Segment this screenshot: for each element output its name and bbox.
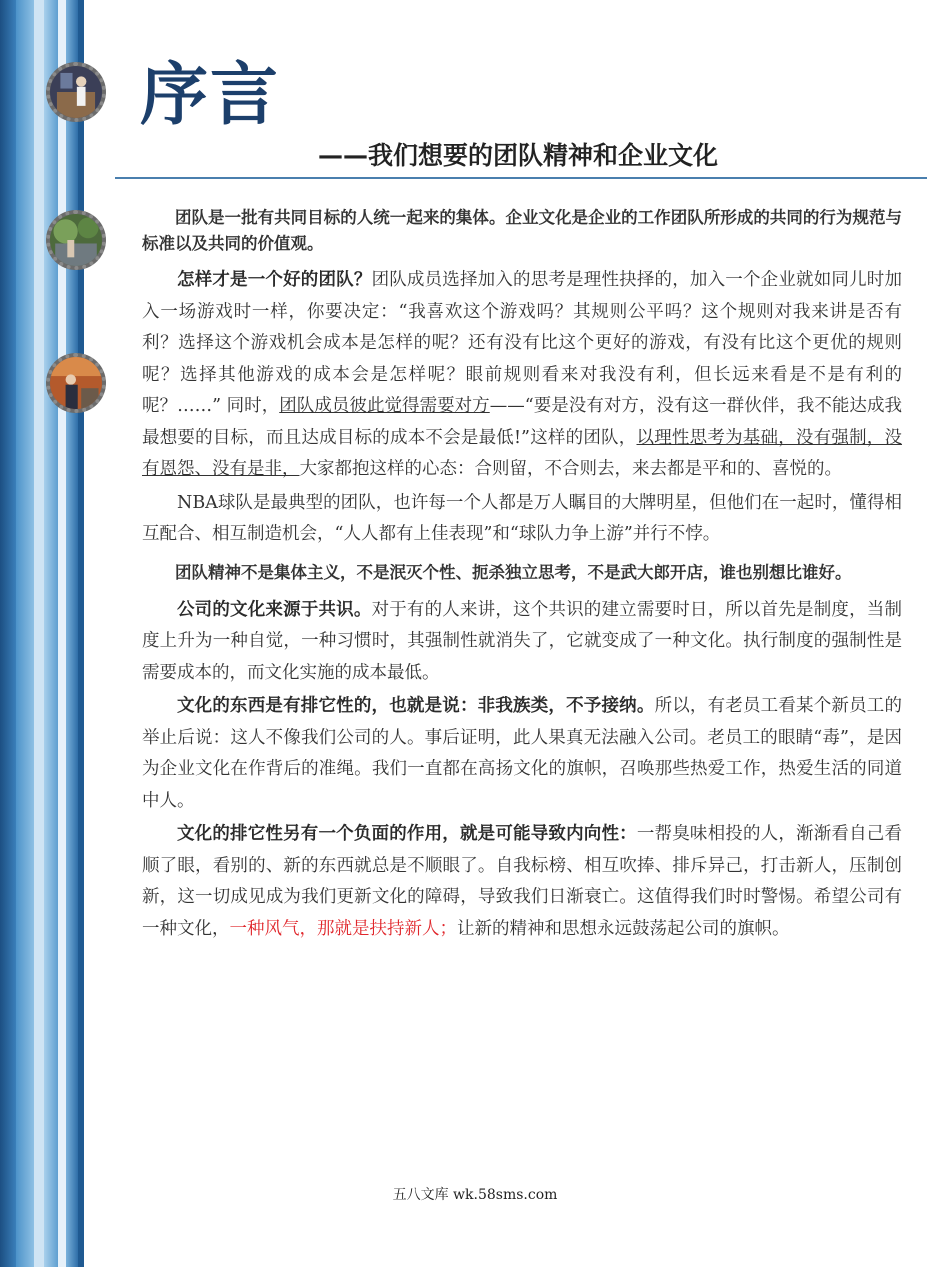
exclusive-text: 所以，有老员工看某个新员工的举止后说：这人不像我们公司的人。事后证明，此人果真无法融入公司。老员工的眼睛“毒”，是因为企业文化在作背后的准绳。我们一直都在高扬文化的旗帜，召唤那些热爱工作，热爱生活的同道中人。 bbox=[142, 696, 902, 811]
good-team-text-1: 团队成员选择加入的思考是理性抉择的，加入一个企业就如同儿时加入一场游戏时一样，你要决定：“我喜欢这个游戏吗？其规则公平吗？这个规则对我来讲是否有利？选择这个游戏机会成本是怎样的呢？还有没有比这个更好的游戏，有没有比这个更优的规则呢？选择其他游戏的成本会是怎样呢？眼前规则看来对我没有利，但长远来看是不是有利的呢？……” 同时， bbox=[142, 270, 902, 416]
page-subtitle: ——我们想要的团队精神和企业文化 bbox=[318, 141, 719, 170]
paragraph-culture-negative bbox=[142, 819, 902, 945]
exclusive-heading: 文化的东西是有排它性的，也就是说：非我族类，不予接纳。 bbox=[177, 696, 655, 716]
good-team-heading: 怎样才是一个好的团队？ bbox=[177, 270, 372, 290]
negative-highlight: 一种风气，那就是扶持新人； bbox=[229, 918, 457, 939]
paragraph-nba: NBA球队是最典型的团队，也许每一个人都是万人瞩目的大牌明星，但他们在一起时，懂得相互配合、相互制造机会，“人人都有上佳表现”和“球队力争上游”并行不悖。 bbox=[142, 492, 902, 544]
good-team-text-2: ——“要是没有对方，没有这一群伙伴，我不能达成我最想要的目标，而且达成目标的成本不会是最低!”这样的团队， bbox=[142, 396, 903, 448]
left-decorative-stripes bbox=[0, 0, 86, 1267]
page-title: 序言 bbox=[140, 55, 281, 135]
paragraph-good-team bbox=[142, 265, 902, 486]
article-body bbox=[142, 205, 902, 947]
paragraph-culture-consensus bbox=[142, 595, 902, 690]
negative-text-2: 让新的精神和思想永远鼓荡起公司的旗帜。 bbox=[457, 918, 790, 939]
good-team-underline-2: 以理性思考为基础，没有强制，没有恩怨、没有是非， bbox=[142, 427, 903, 479]
good-team-underline-1: 团队成员彼此觉得需要对方 bbox=[279, 396, 490, 416]
footer-watermark: 五八文库 wk.58sms.com bbox=[392, 1187, 558, 1203]
consensus-heading: 公司的文化来源于共识。 bbox=[177, 599, 372, 620]
paragraph-culture-exclusive bbox=[142, 691, 902, 817]
photo-thumbnail-1 bbox=[46, 62, 106, 122]
negative-text-1: 一帮臭味相投的人，渐渐看自己看顺了眼，看别的、新的东西就总是不顺眼了。自我标榜、相互吹捧、排斥异己，打击新人，压制创新，这一切成见成为我们更新文化的障碍，导致我们日渐衰亡。这值得我们时时警惕。希望公司有一种文化， bbox=[142, 824, 902, 939]
photo-thumbnail-2 bbox=[46, 210, 106, 270]
paragraph-team-definition: 团队是一批有共同目标的人统一起来的集体。企业文化是企业的工作团队所形成的共同的行为规范与标准以及共同的价值观。 bbox=[142, 208, 902, 253]
consensus-text: 对于有的人来讲，这个共识的建立需要时日，所以首先是制度，当制度上升为一种自觉，一种习惯时，其强制性就消失了，它就变成了一种文化。执行制度的强制性是需要成本的，而文化实施的成本最低。 bbox=[142, 599, 902, 683]
title-divider bbox=[115, 177, 927, 179]
paragraph-team-spirit: 团队精神不是集体主义，不是泯灭个性、扼杀独立思考，不是武大郎开店，谁也别想比谁好。 bbox=[175, 562, 852, 582]
photo-thumbnail-3 bbox=[46, 353, 106, 413]
negative-heading: 文化的排它性另有一个负面的作用，就是可能导致内向性： bbox=[177, 824, 637, 844]
good-team-text-3: 大家都抱这样的心态：合则留，不合则去，来去都是平和的、喜悦的。 bbox=[299, 459, 842, 479]
